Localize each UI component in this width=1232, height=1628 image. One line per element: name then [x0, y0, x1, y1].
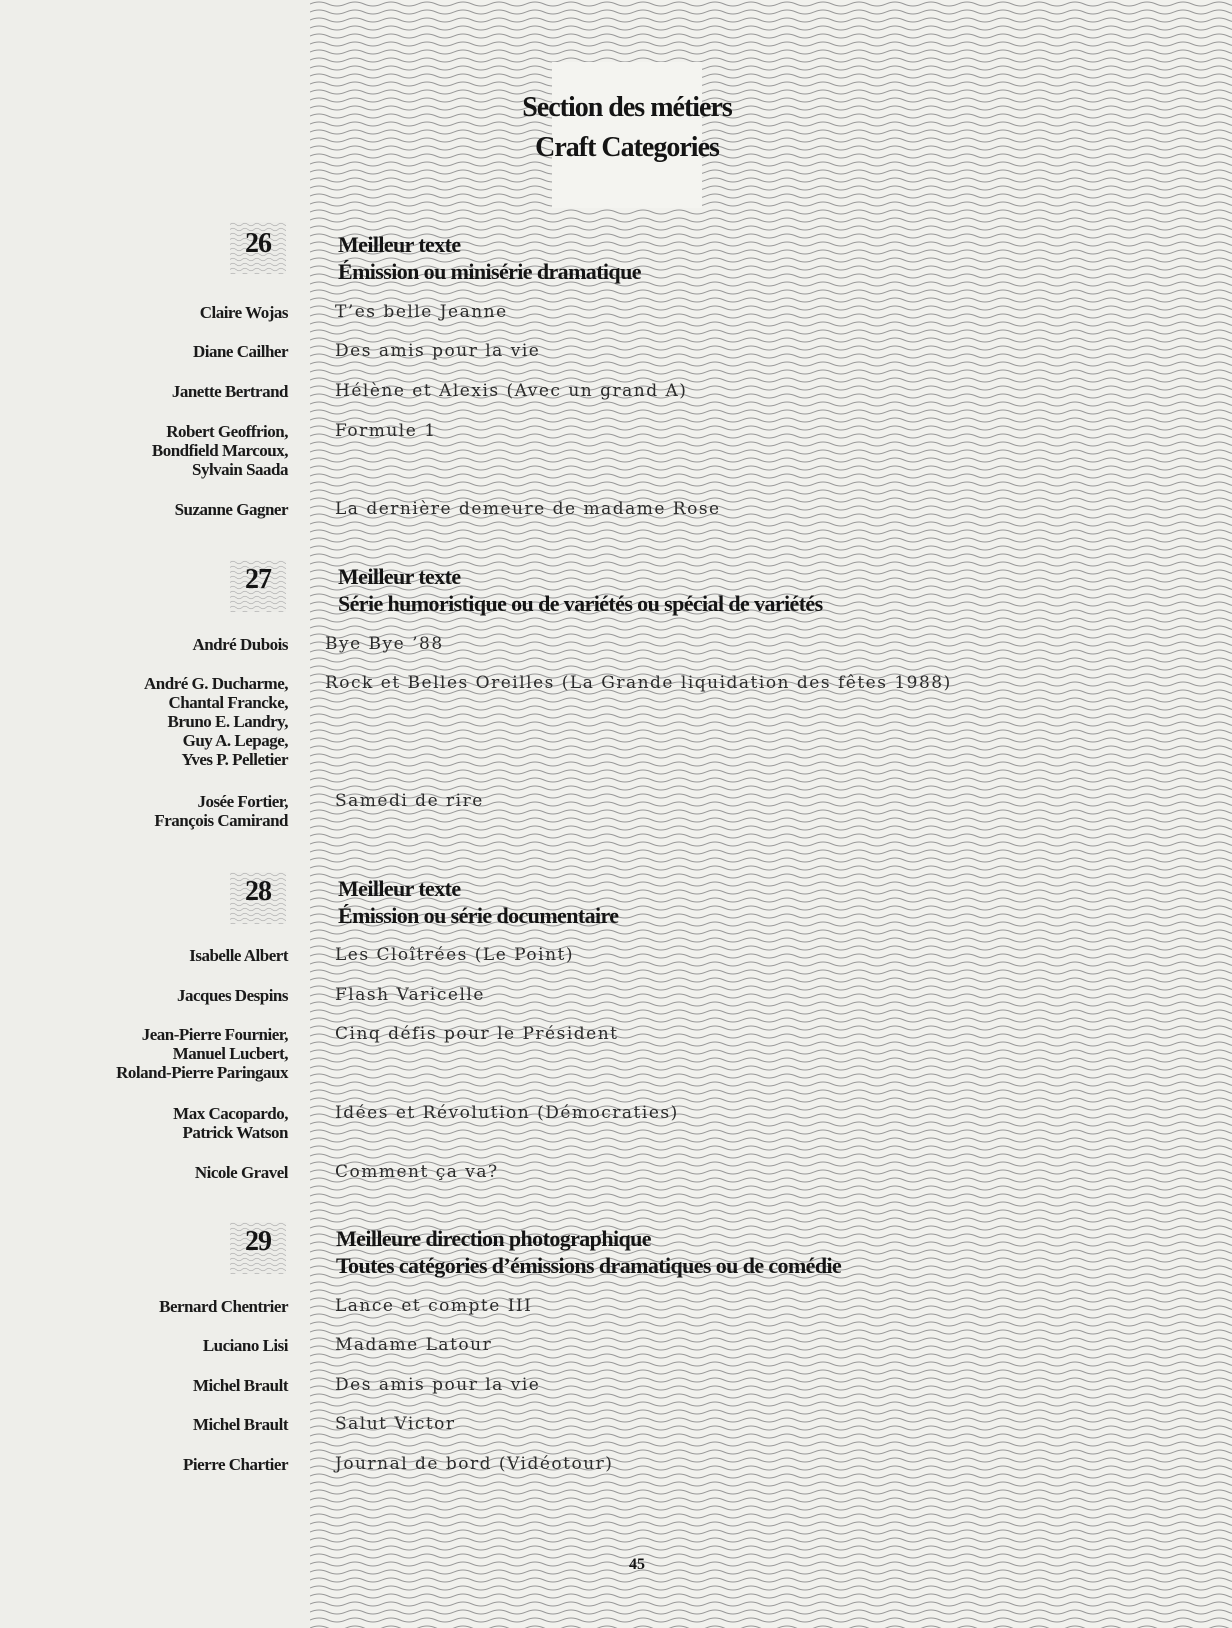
nominee-names [200, 303, 288, 322]
category-number: 26 [245, 228, 271, 259]
nominee-name: Michel Brault [192, 1376, 288, 1395]
category-subheading: Émission ou série documentaire [338, 903, 619, 928]
nominee-name: Janette Bertrand [171, 382, 288, 401]
nominee-name: François Camirand [154, 811, 288, 830]
nominee-name: Isabelle Albert [189, 946, 288, 965]
nominee-name: Pierre Chartier [183, 1455, 288, 1474]
category-subheading: Toutes catégories d’émissions dramatiques ou de comédie [336, 1253, 842, 1278]
nominee-name: Claire Wojas [199, 303, 288, 322]
category-number: 29 [245, 1226, 271, 1257]
nominee-name: Guy A. Lepage, [182, 731, 288, 750]
nominee-name: Bondfield Marcoux, [151, 441, 288, 460]
nominee-name: Bernard Chentrier [159, 1297, 288, 1316]
program-title: Des amis pour la vie [335, 1375, 541, 1395]
program-title: Flash Varicelle [335, 985, 485, 1005]
nominee-name: André Dubois [192, 635, 288, 654]
nominee-name: Sylvain Saada [191, 460, 288, 479]
category-subheading: Émission ou minisérie dramatique [338, 259, 641, 284]
program-title: T’es belle Jeanne [335, 302, 508, 322]
nominee-names [193, 342, 288, 361]
program-title: Formule 1 [335, 421, 437, 441]
nominee-names [175, 500, 288, 519]
category-number: 27 [245, 564, 271, 595]
program-title: Journal de bord (Vidéotour) [335, 1454, 614, 1474]
nominee-name: Patrick Watson [182, 1123, 288, 1142]
page-title-english: Craft Categories [535, 132, 719, 163]
program-title: Rock et Belles Oreilles (La Grande liquidation des fêtes 1988) [325, 673, 952, 693]
program-title: Comment ça va? [335, 1162, 499, 1182]
nominee-names [154, 792, 288, 830]
nominee-name: Josée Fortier, [197, 792, 288, 811]
nominee-name: Manuel Lucbert, [172, 1044, 288, 1063]
program-title: La dernière demeure de madame Rose [335, 499, 721, 519]
category-heading: Meilleure direction photographique [336, 1226, 651, 1251]
nominee-name: Jean-Pierre Fournier, [141, 1025, 288, 1044]
nominee-names [172, 382, 288, 401]
category-heading: Meilleur texte [338, 232, 461, 257]
nominee-names [183, 1455, 288, 1474]
program-title: Samedi de rire [335, 791, 484, 811]
program-title: Hélène et Alexis (Avec un grand A) [335, 381, 688, 401]
nominee-names [192, 635, 288, 654]
nominee-name: Robert Geoffrion, [166, 422, 288, 441]
category-heading: Meilleur texte [338, 564, 461, 589]
nominee-name: Bruno E. Landry, [167, 712, 288, 731]
program-title: Madame Latour [335, 1335, 493, 1355]
category-subheading: Série humoristique ou de variétés ou spécial de variétés [338, 591, 823, 616]
nominee-name: Michel Brault [192, 1415, 288, 1434]
program-title: Les Cloîtrées (Le Point) [335, 945, 575, 965]
nominee-names [189, 946, 288, 965]
nominee-name: André G. Ducharme, [144, 674, 288, 693]
nominee-names [116, 1025, 288, 1082]
nominee-names [193, 1415, 288, 1434]
page-title-french: Section des métiers [522, 92, 732, 123]
program-title: Idées et Révolution (Démocraties) [335, 1103, 679, 1123]
nominee-name: Luciano Lisi [202, 1336, 288, 1355]
nominee-names [144, 674, 288, 769]
program-title: Lance et compte III [335, 1296, 533, 1316]
nominee-names [152, 422, 288, 479]
nominee-names [203, 1336, 288, 1355]
nominee-name: Max Cacopardo, [173, 1104, 288, 1123]
program-title: Salut Victor [335, 1414, 456, 1434]
nominee-name: Chantal Francke, [168, 693, 288, 712]
program-title: Cinq défis pour le Président [335, 1024, 619, 1044]
nominee-name: Diane Cailher [192, 342, 288, 361]
page-number: 45 [629, 1556, 645, 1573]
nominee-names [177, 986, 288, 1005]
nominee-name: Yves P. Pelletier [181, 750, 288, 769]
nominee-names [195, 1163, 288, 1182]
category-number: 28 [245, 876, 271, 907]
nominee-name: Jacques Despins [176, 986, 288, 1005]
nominee-names [159, 1297, 288, 1316]
nominee-name: Roland-Pierre Paringaux [116, 1063, 288, 1082]
category-heading: Meilleur texte [338, 876, 461, 901]
nominee-name: Suzanne Gagner [174, 500, 288, 519]
nominee-name: Nicole Gravel [194, 1163, 288, 1182]
program-title: Des amis pour la vie [335, 341, 541, 361]
program-title: Bye Bye ’88 [325, 634, 444, 654]
nominee-names [173, 1104, 288, 1142]
nominee-names [193, 1376, 288, 1395]
